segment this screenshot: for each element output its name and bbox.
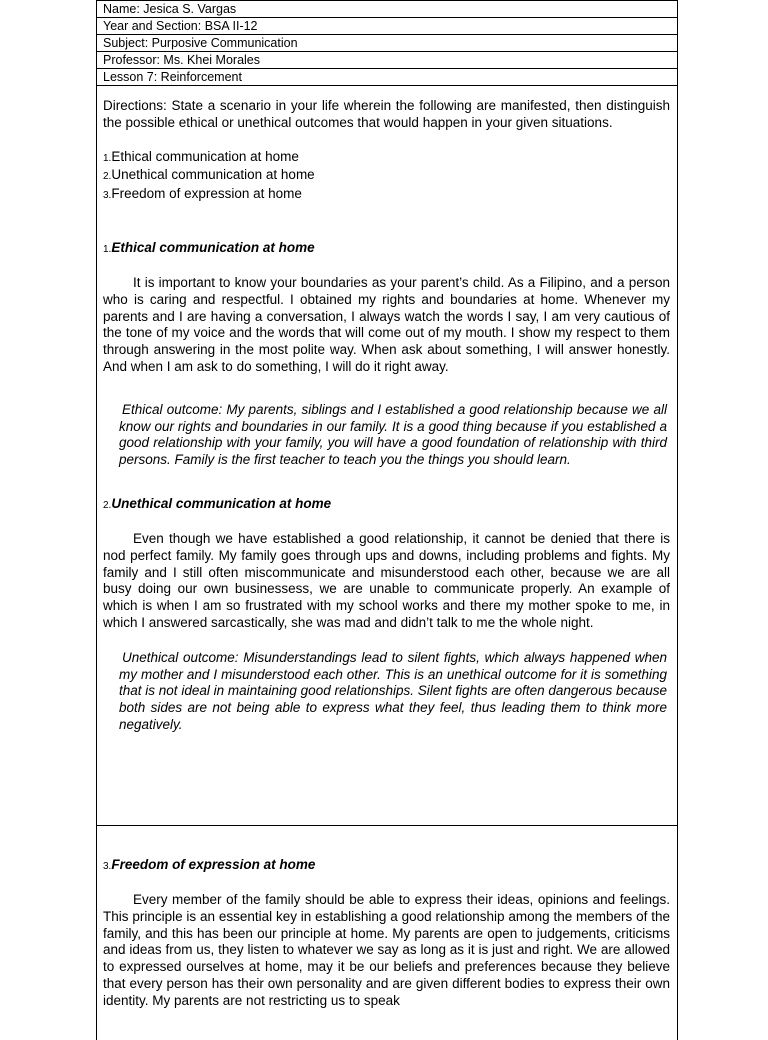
document-sheet [96, 0, 678, 1040]
section-1-outcome: Ethical outcome: My parents, siblings and I established a good relationship because we all know our rights and boundaries in our family. It is a good thing because if you established a good relationship with your family, you will have a good foundation of relationship with third persons. Family is the first teacher to teach you the things you should learn. [119, 401, 667, 468]
lesson-title: Lesson 7: Reinforcement [97, 68, 677, 86]
list-item: 3.Freedom of expression at home [103, 186, 302, 202]
section-2-body: Even though we have established a good relationship, it cannot be denied that there is nod perfect family. My family goes through ups and downs, including problems and fights. My family and I still often miscommunicate and misunderstood each other, because we are all busy doing our own businessess, we are unable to communicate properly. An example of which is when I am so frustrated with my school works and there my mother spoke to me, in which I answered sarcastically, she was mad and didn’t talk to me the whole night. [103, 530, 670, 630]
section-2-outcome: Unethical outcome: Misunderstandings lead to silent fights, which always happened when my mother and I misunderstood each other. This is an unethical outcome for it is something that is not ideal in maintaining good relationships. Silent fights are often dangerous because both sides are not being able to express what they feel, thus leading them to think more negatively. [119, 649, 667, 732]
student-name: Name: Jesica S. Vargas [97, 0, 677, 18]
section-1-body: It is important to know your boundaries as your parent’s child. As a Filipino, and a person who is caring and respectful. I obtained my rights and boundaries at home. Whenever my parents and I are having a conversation, I always watch the words I say, I am very cautious of the tone of my voice and the words that will come out of my mouth. I show my respect to them through answering in the most polite way. When ask about something, I will answer honestly. And when I am ask to do something, I will do it right away. [103, 274, 670, 374]
directions-text: Directions: State a scenario in your life wherein the following are manifested, then distinguish the possible ethical or unethical outcomes that would happen in your given situations. [103, 98, 670, 130]
answer-cell-main [97, 86, 677, 826]
professor: Professor: Ms. Khei Morales [97, 51, 677, 69]
section-1-heading: 1.Ethical communication at home [103, 239, 315, 255]
list-item: 1.Ethical communication at home [103, 148, 299, 164]
topic-list [103, 149, 670, 205]
section-2-heading: 2.Unethical communication at home [103, 495, 332, 511]
subject: Subject: Purposive Communication [97, 34, 677, 52]
section-3-body: Every member of the family should be able to express their ideas, opinions and feelings. This principle is an essential key in establishing a good relationship among the members of the family, and this has been our principle at home. My parents are open to judgements, criticisms and ideas from us, they listen to whatever we say as long as it is just and right. We are allowed to expressed ourselves at home, may it be our beliefs and preferences because they believe that every person has their own personality and are given different bodies to express their own identity. My parents are not restricting us to speak [103, 892, 670, 1008]
section-3-heading: 3.Freedom of expression at home [103, 857, 316, 872]
list-item: 2.Unethical communication at home [103, 167, 315, 183]
year-section: Year and Section: BSA II-12 [97, 17, 677, 35]
answer-cell-continued [97, 826, 677, 1010]
